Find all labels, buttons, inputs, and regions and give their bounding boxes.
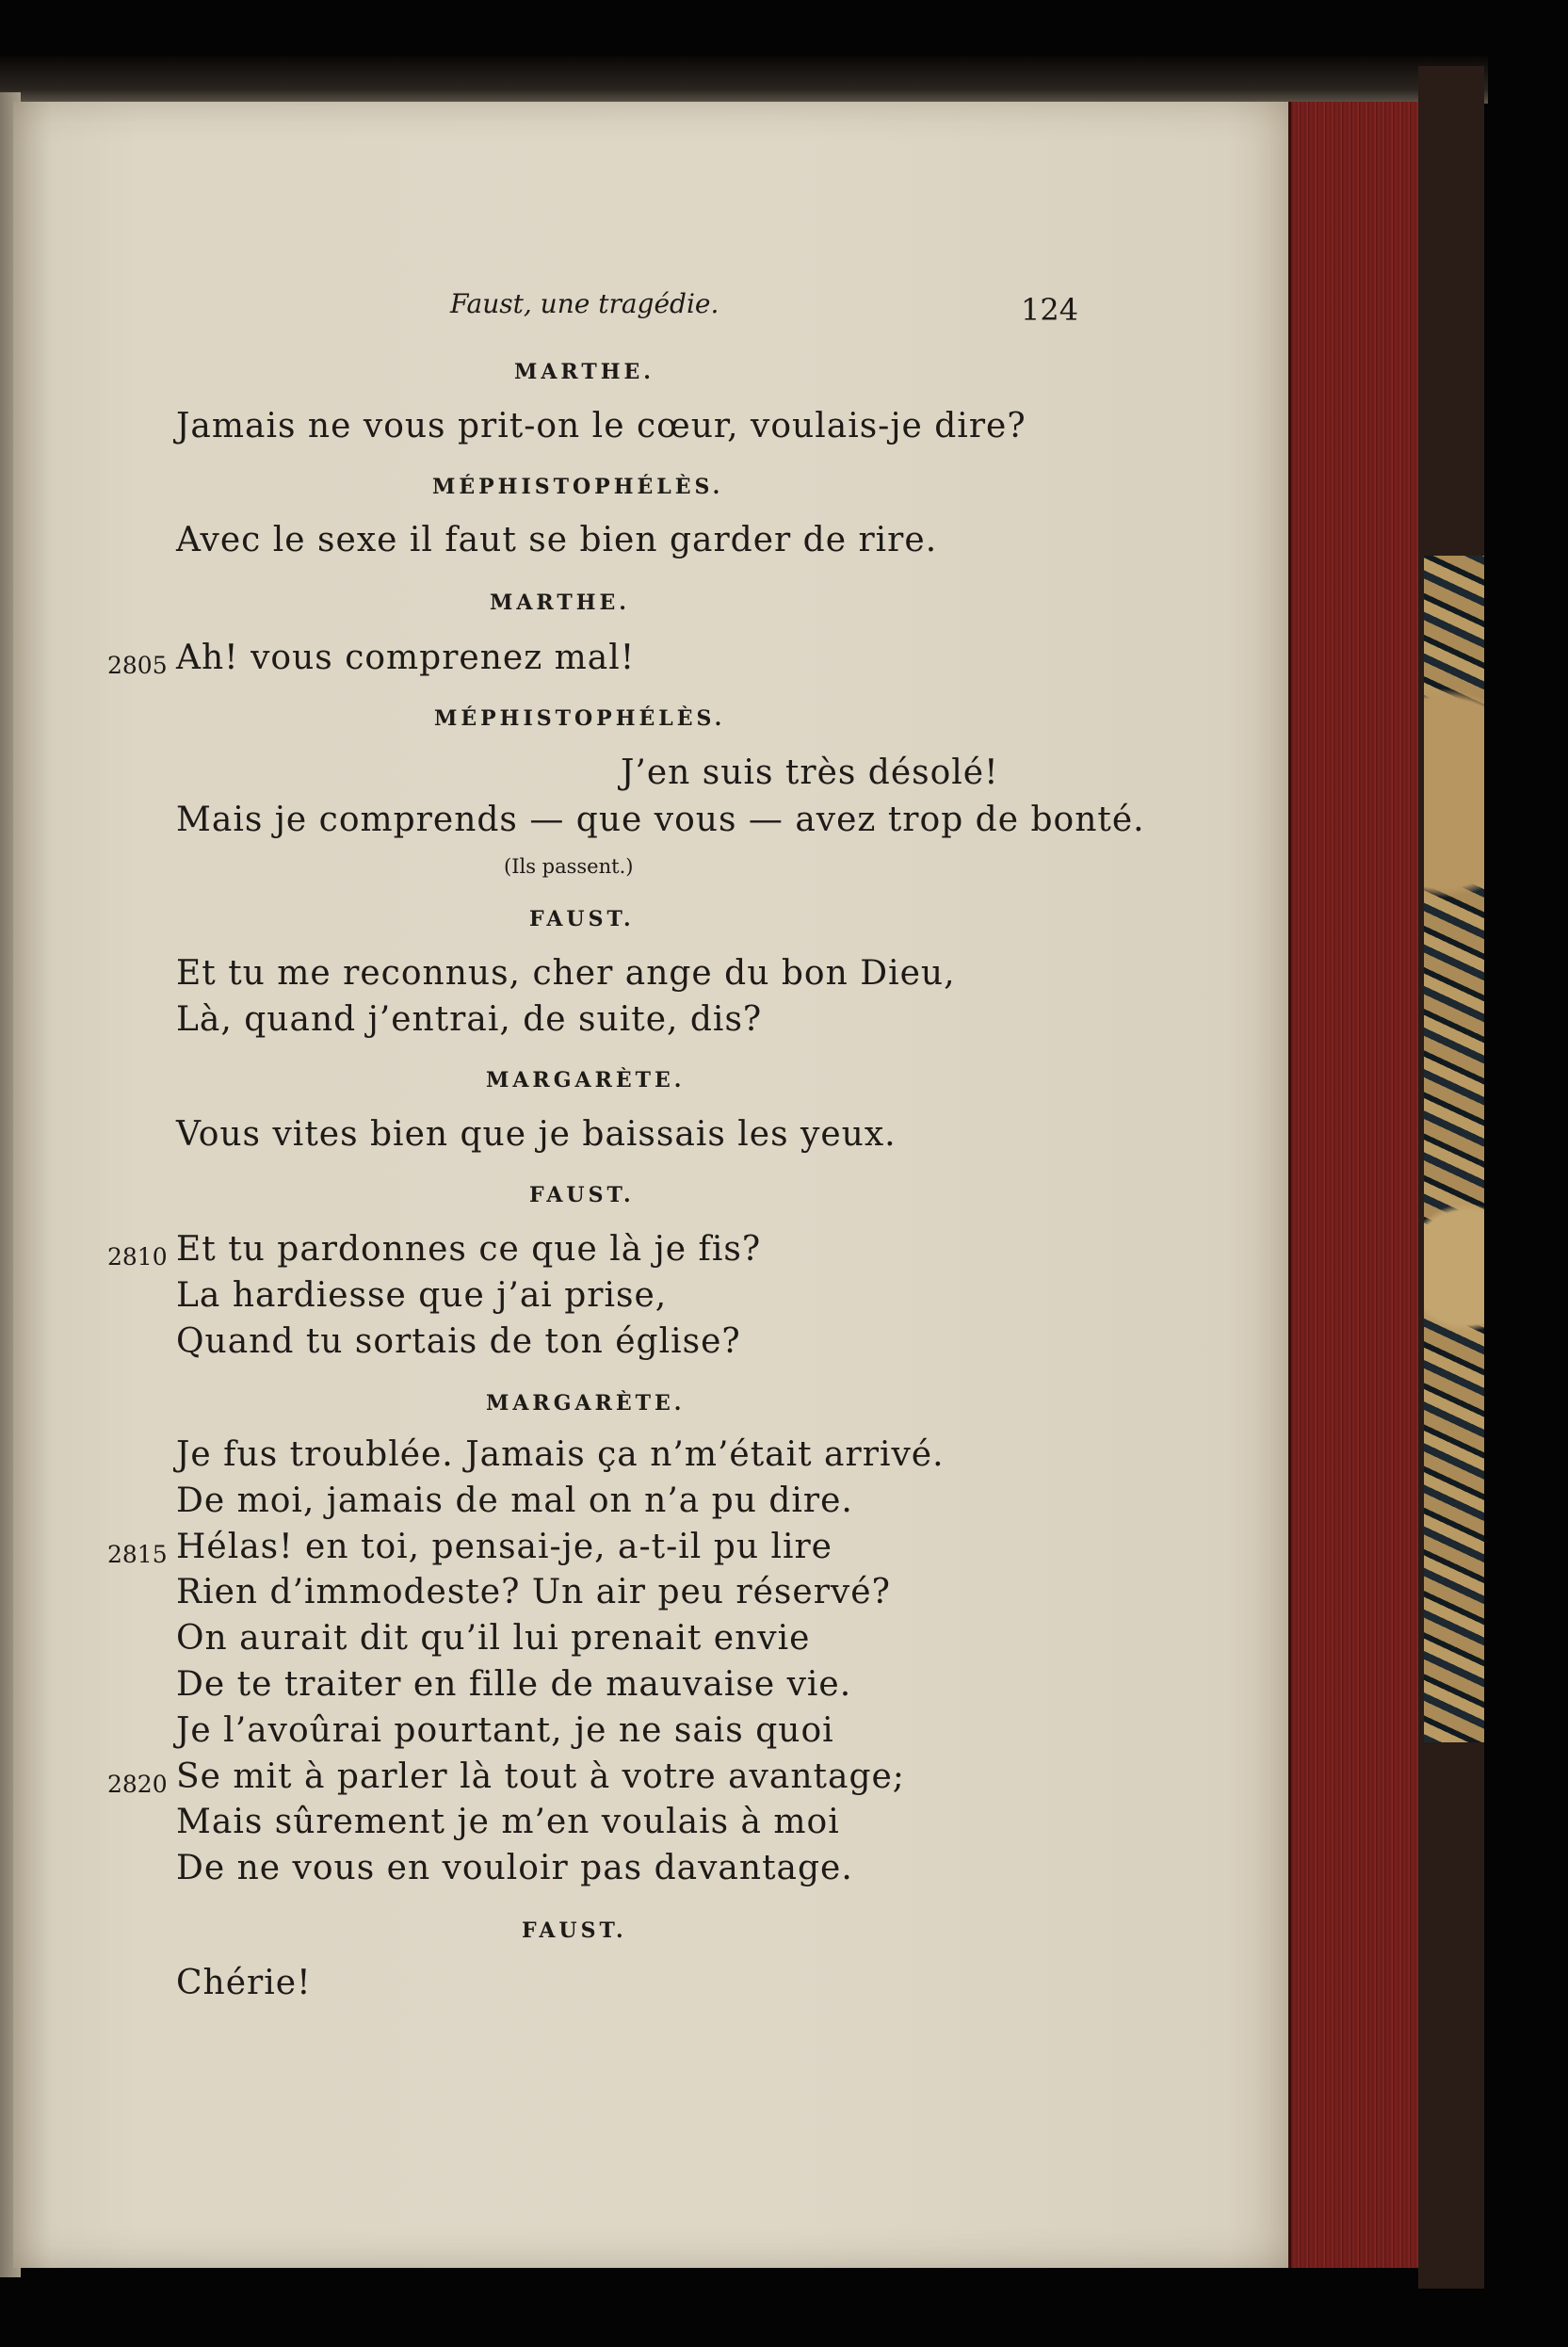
stage-direction: (Ils passent.) <box>504 855 634 878</box>
verse-line: Et tu pardonnes ce que là je fis? <box>176 1230 762 1269</box>
verse-line: Là, quand j’entrai, de suite, dis? <box>176 1000 763 1039</box>
verse-line: Se mit à parler là tout à votre avantage; <box>176 1757 905 1796</box>
verse-line: On aurait dit qu’il lui prenait envie <box>176 1619 811 1658</box>
verse-line: Et tu me reconnus, cher ange du bon Dieu, <box>176 954 956 993</box>
verse-line: Rien d’immodeste? Un air peu réservé? <box>176 1573 891 1611</box>
verse-line: Vous vites bien que je baissais les yeux. <box>176 1115 897 1154</box>
speaker-name: FAUST. <box>522 1918 627 1943</box>
book-top-shadow <box>0 57 1488 104</box>
line-number: 2815 <box>107 1541 168 1568</box>
verse-line: Quand tu sortais de ton église? <box>176 1322 741 1361</box>
speaker-name: MARGARÈTE. <box>486 1068 686 1093</box>
verse-line: Je l’avoûrai pourtant, je ne sais quoi <box>176 1711 834 1750</box>
verse-line: La hardiesse que j’ai prise, <box>176 1276 668 1315</box>
verse-line: De moi, jamais de mal on n’a pu dire. <box>176 1481 853 1520</box>
page-number: 124 <box>1021 292 1079 328</box>
speaker-name: MARGARÈTE. <box>486 1391 686 1416</box>
verse-line: Je fus troublée. Jamais ça n’m’était arrivé. <box>176 1435 945 1474</box>
line-number: 2810 <box>107 1243 168 1271</box>
red-page-edges <box>1288 102 1421 2268</box>
verse-line: Mais je comprends — que vous — avez trop de bonté. <box>176 801 1145 839</box>
verse-line: J’en suis très désolé! <box>621 753 999 792</box>
line-number: 2805 <box>107 652 168 679</box>
line-number: 2820 <box>107 1771 168 1798</box>
verse-line: Hélas! en toi, pensai-je, a-t-il pu lire <box>176 1528 832 1566</box>
speaker-name: MARTHE. <box>514 360 655 384</box>
running-title: Faust, une tragédie. <box>450 288 719 319</box>
speaker-name: FAUST. <box>529 907 635 931</box>
speaker-name: MÉPHISTOPHÉLÈS. <box>434 706 726 731</box>
verse-line: De ne vous en vouloir pas davantage. <box>176 1849 853 1887</box>
verse-line: Avec le sexe il faut se bien garder de rire. <box>176 521 938 559</box>
verse-line: Jamais ne vous prit-on le cœur, voulais-je dire? <box>176 407 1026 445</box>
verse-line: Mais sûrement je m’en voulais à moi <box>176 1803 840 1841</box>
verse-line: De te traiter en fille de mauvaise vie. <box>176 1665 852 1704</box>
verse-line: Chérie! <box>176 1964 312 2002</box>
verse-line: Ah! vous comprenez mal! <box>176 639 636 677</box>
speaker-name: MARTHE. <box>490 591 630 615</box>
marbled-endpaper <box>1424 556 1484 1742</box>
speaker-name: FAUST. <box>529 1183 635 1207</box>
speaker-name: MÉPHISTOPHÉLÈS. <box>432 475 724 499</box>
